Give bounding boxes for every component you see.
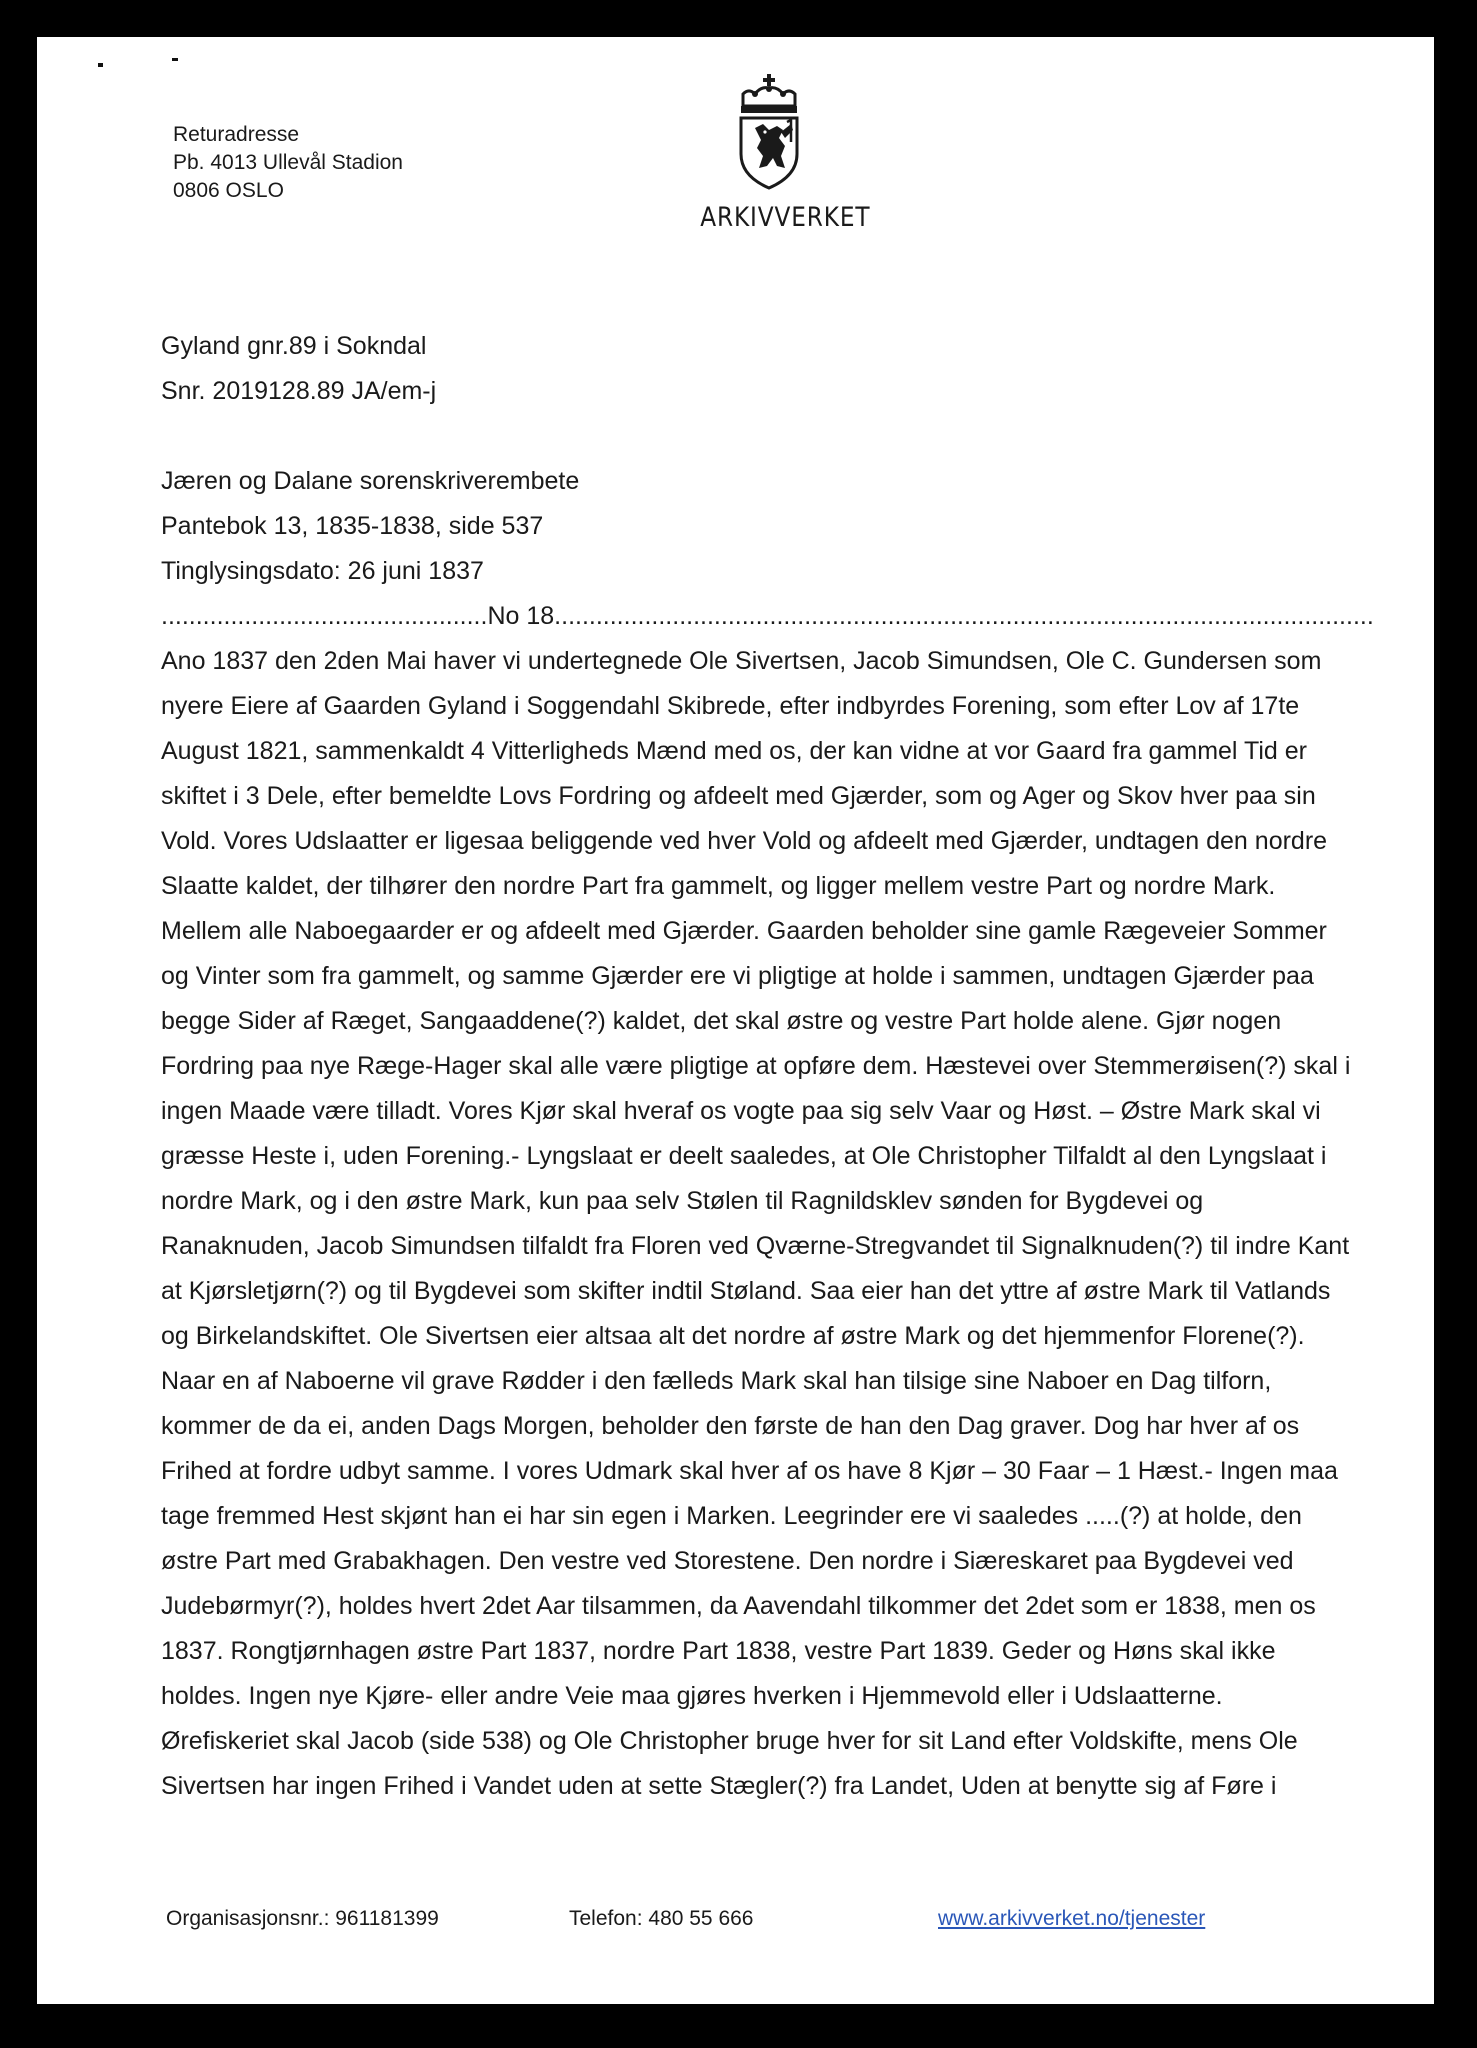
transcription-line: Ranaknuden, Jacob Simundsen tilfaldt fra Floren ved Qværne-Stregvandet til Signalknuden(?) til indre Kant (161, 1232, 1350, 1260)
source-date: Tinglysingsdato: 26 juni 1837 (161, 557, 484, 585)
transcription-line: Frihed at fordre udbyt samme. I vores Udmark skal hver af os have 8 Kjør – 30 Faar – 1 Hæst.- Ingen maa (161, 1457, 1338, 1485)
transcription-line: tage fremmed Hest skjønt han ei har sin egen i Marken. Leegrinder ere vi saaledes .....(?) at holde, den (161, 1502, 1302, 1530)
entry-number-line (161, 594, 1381, 639)
transcription-line: ingen Maade være tilladt. Vores Kjør skal hveraf os vogte paa sig selv Vaar og Høst. – Østre Mark skal vi (161, 1097, 1321, 1125)
services-link[interactable]: www.arkivverket.no/tjenester (938, 1907, 1206, 1930)
transcription-line: Judebørmyr(?), holdes hvert 2det Aar tilsammen, da Aavendahl tilkommer det 2det som er 1838, men os (161, 1592, 1316, 1620)
org-number: Organisasjonsnr.: 961181399 (166, 1907, 439, 1930)
dot-leader: ............................................... (161, 602, 488, 630)
dot-leader: ...................................................................................................................... (554, 602, 1374, 630)
transcription-line: nordre Mark, og i den østre Mark, kun paa selv Stølen til Ragnildsklev sønden for Bygdevei og (161, 1187, 1204, 1215)
transcription-line: nyere Eiere af Gaarden Gyland i Soggendahl Skibrede, efter indbyrdes Forening, som efter Lov af 17te (161, 692, 1300, 720)
coat-of-arms-icon (733, 72, 805, 190)
return-address-line: Returadresse (173, 123, 300, 146)
transcription-line: Mellem alle Naboegaarder er og afdeelt med Gjærder. Gaarden beholder sine gamle Rægeveier Sommer (161, 917, 1327, 945)
footer (37, 1907, 1434, 1937)
transcription-line: Sivertsen har ingen Frihed i Vandet uden at sette Stægler(?) fra Landet, Uden at benytte sig af Føre i (161, 1772, 1277, 1800)
transcription-line: begge Sider af Ræget, Sangaaddene(?) kaldet, det skal østre og vestre Part holde alene. Gjør nogen (161, 1007, 1282, 1035)
transcription-line: østre Part med Grabakhagen. Den vestre ved Storestene. Den nordre i Siæreskaret paa Bygdevei ved (161, 1547, 1294, 1575)
source-office: Jæren og Dalane sorenskriverembete (161, 467, 580, 495)
source-book: Pantebok 13, 1835-1838, side 537 (161, 512, 544, 540)
return-address-line: Pb. 4013 Ullevål Stadion (173, 151, 403, 174)
transcription-line: kommer de da ei, anden Dags Morgen, beholder den første de han den Dag graver. Dog har hver af os (161, 1412, 1300, 1440)
return-address-line: 0806 OSLO (173, 179, 284, 202)
transcription-line: August 1821, sammenkaldt 4 Vitterligheds Mænd med os, der kan vidne at vor Gaard fra gammel Tid er (161, 737, 1307, 765)
scan-mark (98, 63, 103, 67)
transcription-line: holdes. Ingen nye Kjøre- eller andre Veie maa gjøres hverken i Hjemmevold eller i Udslaatterne. (161, 1682, 1223, 1710)
transcription-line: 1837. Rongtjørnhagen østre Part 1837, nordre Part 1838, vestre Part 1839. Geder og Høns skal ikke (161, 1637, 1276, 1665)
phone-number: Telefon: 480 55 666 (569, 1907, 754, 1930)
return-address (173, 121, 403, 205)
transcription-line: Slaatte kaldet, der tilhører den nordre Part fra gammelt, og ligger mellem vestre Part og nordre Mark. (161, 872, 1276, 900)
transcription-line: Ano 1837 den 2den Mai haver vi undertegnede Ole Sivertsen, Jacob Simundsen, Ole C. Gundersen som (161, 647, 1322, 675)
arkivverket-wordmark: ARKIVVERKET (700, 202, 871, 233)
transcription-line: skiftet i 3 Dele, efter bemeldte Lovs Fordring og afdeelt med Gjærder, som og Ager og Skov hver paa sin (161, 782, 1316, 810)
transcription-line: og Birkelandskiftet. Ole Sivertsen eier altsaa alt det nordre af østre Mark og det hjemmenfor Florene(?). (161, 1322, 1305, 1350)
transcription-line: Vold. Vores Udslaatter er ligesaa beliggende ved hver Vold og afdeelt med Gjærder, undtagen den nordre (161, 827, 1328, 855)
transcription-line: at Kjørsletjørn(?) og til Bygdevei som skifter indtil Støland. Saa eier han det yttre af østre Mark til Vatlands (161, 1277, 1331, 1305)
document-page (37, 37, 1434, 2004)
transcription-line: græsse Heste i, uden Forening.- Lyngslaat er deelt saaledes, at Ole Christopher Tilfaldt al den Lyngslaat i (161, 1142, 1327, 1170)
transcription-line: Ørefiskeriet skal Jacob (side 538) og Ole Christopher bruge hver for sit Land efter Voldskifte, mens Ole (161, 1727, 1298, 1755)
transcription-text (161, 639, 1381, 1809)
entry-number: No 18 (487, 602, 555, 630)
scan-mark (172, 58, 178, 61)
transcription-line: Naar en af Naboerne vil grave Rødder i den fælleds Mark skal han tilsige sine Naboer en Dag tilforn, (161, 1367, 1272, 1395)
transcription-line: og Vinter som fra gammelt, og samme Gjærder ere vi pligtige at holde i sammen, undtagen Gjærder paa (161, 962, 1314, 990)
document-body (161, 324, 1381, 1809)
reference-line: Gyland gnr.89 i Sokndal (161, 332, 427, 360)
arkivverket-logo (689, 72, 871, 233)
reference-line: Snr. 2019128.89 JA/em-j (161, 377, 437, 405)
transcription-line: Fordring paa nye Ræge-Hager skal alle være pligtige at opføre dem. Hæstevei over Stemmerøisen(?) skal i (161, 1052, 1351, 1080)
